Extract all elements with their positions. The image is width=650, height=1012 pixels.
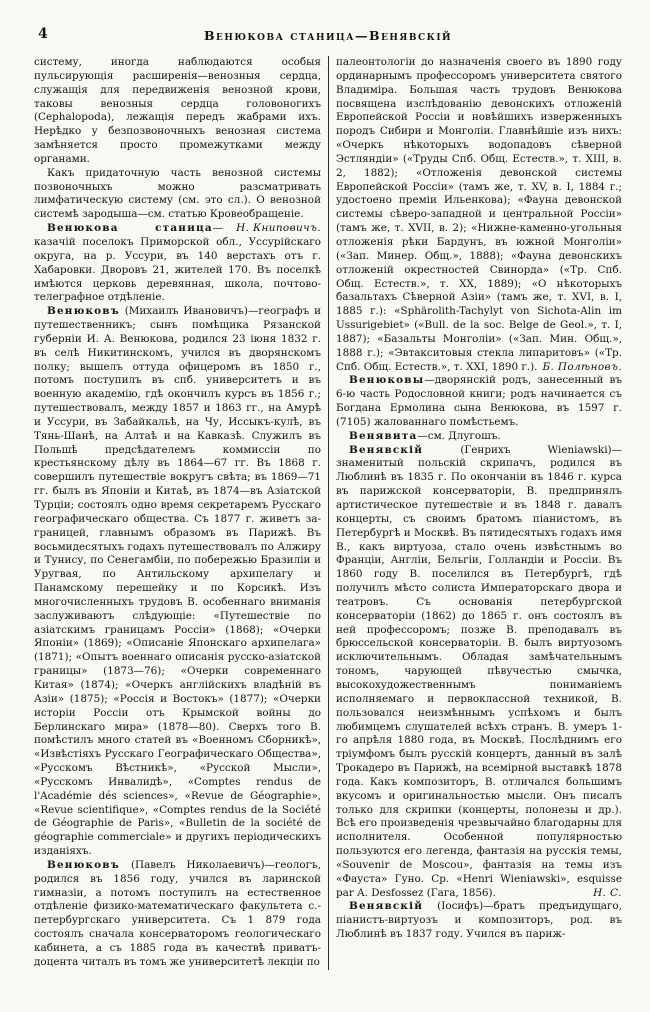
entry-text: —казачій поселокъ Приморской обл., Уссурійскаго округа, на р. Уссури, въ 140 верстахъ отъ г. Хабаровки. Дворовъ 21, жителей 170. Въ поселкѣ имѣются церковь деревянная, школа, почтово-телеграфное отдѣленіе. [34, 222, 321, 304]
entry-headword: Венюковъ [47, 858, 120, 871]
left-column [34, 56, 328, 970]
author-signature: Н. Книповичъ. [236, 222, 321, 235]
entry-text: —см. Длугошъ. [417, 429, 501, 442]
running-title: Венюкова станица—Венявскій [203, 28, 453, 43]
entry-text: (Михаилъ Ивановичъ)—географъ и путешественникъ; сынъ помѣщика Рязанской губерніи И. А. Венюкова, родился 23 іюня 1832 г. въ селѣ Никитинскомъ, учился въ дворянскомъ полку; вышелъ оттуда офицеромъ въ 1850 г., потомъ поступилъ въ спб. университетъ и въ военную академію, гдѣ окончилъ курсъ въ 1856 г.; путешествовалъ, между 1857 и 1863 гг., на Амурѣ и Уссури, въ Забайкальѣ, на Чу, Иссыкъ-кулѣ, въ Тянь-Шанѣ, на Алтаѣ и на Кавказѣ. Служилъ въ Польшѣ предсѣдателемъ коммиссіи по крестьянскому дѣлу въ 1864—67 гг. Въ 1868 г. совершилъ путешествіе вокругъ свѣта; въ 1869—71 гг. былъ въ Японіи и Китаѣ, въ 1874—въ Азіатской Турціи; состоялъ одно время секретаремъ Русскаго географическаго общества. Съ 1877 г. живетъ за-границей, главнымъ образомъ въ Парижѣ. Въ восьмидесятыхъ годахъ путешествовалъ по Алжиру и Тунису, по Сенегамбіи, по побережью Бразиліи и Уругвая, по Антильскому архипелагу и Панамскому перешейку и по Корсикѣ. Изъ многочисленныхъ трудовъ В. особеннаго вниманія заслуживаютъ слѣдующіе: «Путешествіе по азіатскимъ границамъ Россіи» (1868); «Очерки Японіи» (1869); «Описаніе Японскаго архипелага» (1871); «Опытъ военнаго описанія русско-азіатской границы» (1873—76); «Очерки современнаго Китая» (1874); «Очеркъ англійскихъ владѣній въ Азіи» (1875); «Россія и Востокъ» (1877); «Очерки исторіи Россіи отъ Крымской войны до Берлинскаго мира» (1878—80). Сверхъ того В. помѣстилъ много статей въ «Военномъ Сборникѣ», «Извѣстіяхъ Русскаго Географическаго Общества», «Русскомъ Вѣстникѣ», «Русской Мысли», «Русскомъ Инвалидѣ», «Comptes rendus de l'Académie dés sciences», «Revue de Géographie», «Revue scientifique», «Comptes rendus de la Société de Géographie de Paris», «Bulletin de la société de géographie commerciale» и другихъ періодическихъ изданіяхъ. [34, 305, 321, 858]
text-columns [34, 56, 622, 970]
page-number: 4 [38, 26, 48, 42]
entry-venyukovy [336, 374, 622, 429]
entry-text: (Генрихъ Wieniawski)—знаменитый польскій скрипачъ, родился въ Люблинѣ въ 1835 г. По окончаніи въ 1846 г. курса въ парижской консерваторіи, В. предпринялъ артистическое путешествіе и въ 1848 г. давалъ концерты, съ своимъ братомъ піанистомъ, въ Петербургѣ и Москвѣ. Въ пятидесятыхъ годахъ имя В., какъ виртуоза, стало очень извѣстнымъ во Франціи, Англіи, Бельгіи, Голландіи и Россіи. Въ 1860 году В. поселился въ Петербургѣ, гдѣ получилъ мѣсто солиста Императорскаго двора и театровъ. Съ основанія петербургской консерваторіи (1862) до 1865 г. онъ состоялъ въ ней профессоромъ; позже В. преподавалъ въ брюссельской консерваторіи. В. былъ виртуозомъ исключительнымъ. Обладая замѣчательнымъ тономъ, чарующей пѣвучестью смычка, высокохудожественнымъ пониманіемъ исполняемаго и первоклассной техникой, В. пользовался неизмѣннымъ успѣхомъ и былъ любимцемъ слушателей всѣхъ странъ. В. умеръ 1-го апрѣля 1880 года, въ Москвѣ. Послѣднимъ его тріумфомъ былъ русскій концертъ, данный въ залѣ Трокадеро въ Парижѣ, на всемірной выставкѣ 1878 года. Какъ композиторъ, В. отличался большимъ вкусомъ и оригинальностью мысли. Онъ писалъ только для скрипки (концерты, полонезы и др.). Всѣ его произведенія чрезвычайно благодарны для исполнителя. Особенной популярностью пользуются его легенда, фантазія на русскія темы, «Souvenir de Moscou», фантазія на темы изъ «Фауста» Гуно. Ср. «Henri Wieniawski», esquisse par A. Desfossez (Гага, 1856). [336, 443, 622, 899]
entry-headword: Венявита [349, 429, 418, 442]
entry-headword: Венявскій [349, 900, 424, 913]
entry-headword: Венявскій [349, 443, 424, 456]
author-signature: Н. С. [593, 886, 622, 899]
entry-text: (Павелъ Николаевичъ)—геологъ, родился въ 1856 году, учился въ ларинской гимназіи, а потомъ поступилъ на естественное отдѣленіе физико-математическаго факультета с.-петербургскаго университета. Съ 1 879 года состоялъ сначала консерваторомъ геологическаго кабинета, а съ 1885 года въ качествѣ приватъ-доцента читалъ въ томъ же университетѣ лекціи по [34, 858, 321, 968]
entry-venyukov-pavel [34, 859, 321, 970]
page-header [34, 24, 622, 50]
paragraph-text: систему, иногда наблюдаются особыя пульсирующія расширенія—венозныя сердца, служащія для передвиженія венозной крови, таковы венозныя сердца головоногихъ (Cephalopoda), лежащія передъ жабрами ихъ. Нерѣдко у безпозвоночныхъ венозная система замѣняется просто промежутками между органами. [34, 56, 321, 165]
entry-venyavita [336, 430, 622, 444]
paragraph-venous-continuation [34, 56, 321, 167]
entry-venyukov-mikhail [34, 305, 321, 859]
entry-text: —дворянскій родъ, занесенный въ 6-ю часть Родословной книги; родъ начинается съ Богдана Ермолина сына Венюкова, въ 1597 г. (7105) жалованнаго помѣстьемъ. [336, 374, 622, 428]
entry-text: (Іосифъ)—братъ предъидущаго, піанистъ-виртуозъ и композиторъ, род. въ Люблинѣ въ 1837 году. Учился въ париж- [336, 900, 622, 941]
entry-venyavsky-henryk [336, 444, 622, 901]
entry-venyavsky-iosif [336, 900, 622, 942]
paragraph-venyukov-pavel-continuation [336, 56, 622, 374]
paragraph-text: палеонтологіи до назначенія своего въ 1890 году ординарнымъ профессоромъ университета святого Владиміра. Большая часть трудовъ Венюкова посвящена изслѣдованію девонскихъ отложеній Европейской Россіи и новѣйшихъ изверженныхъ породъ Сибири и Монголіи. Главнѣйшіе изъ нихъ: «Очеркъ нѣкоторыхъ водопадовъ сѣверной Эстляндіи» («Труды Спб. Общ. Естеств.», т. XIII, в. 2, 1882); «Отложенія девонской системы Европейской Россіи» (тамъ же, т. XV, в. I, 1884 г.; удостоено преміи Ильенкова); «Фауна девонской системы сѣверо-западной и центральной Россіи» (тамъ же, т. XVII, в. 2); «Нижне-каменно-угольныя отложенія рѣки Бардунъ, въ южной Монголіи» («Зап. Минер. Общ.», 1888); «Фауна девонскихъ отложеній окрестностей Свинорда» («Тр. Спб. Общ. Естеств.», т. XX, 1889); «О нѣкоторыхъ базальтахъ Сѣверной Азіи» (тамъ же, т. XVI, в. I, 1885 г.): «Sphärolith-Tachylyt von Sichota-Alin im Ussurigebiet» («Bull. de la soc. Belge de Geol.», т. I, 1887); «Базальты Монголіи» («Зап. Мин. Общ.», 1888 г.); «Эвтакситовыя стекла липаритовъ» («Тр. Спб. Общ. Естеств.», т. XXI, 1890 г.). [336, 56, 622, 373]
paragraph-text: Какъ придаточную часть венозной системы позвоночныхъ можно разсматривать лимфатическую систему (см. это сл.). О венозной системѣ зародыша—см. статью Кровеобращеніе. [34, 166, 321, 221]
entry-headword: Венюковъ [47, 305, 120, 318]
right-column [328, 56, 622, 970]
entry-headword: Венюкова станица [47, 222, 213, 235]
entry-headword: Венюковы [349, 374, 425, 387]
author-signature: Б. Полѣновъ. [542, 360, 622, 373]
